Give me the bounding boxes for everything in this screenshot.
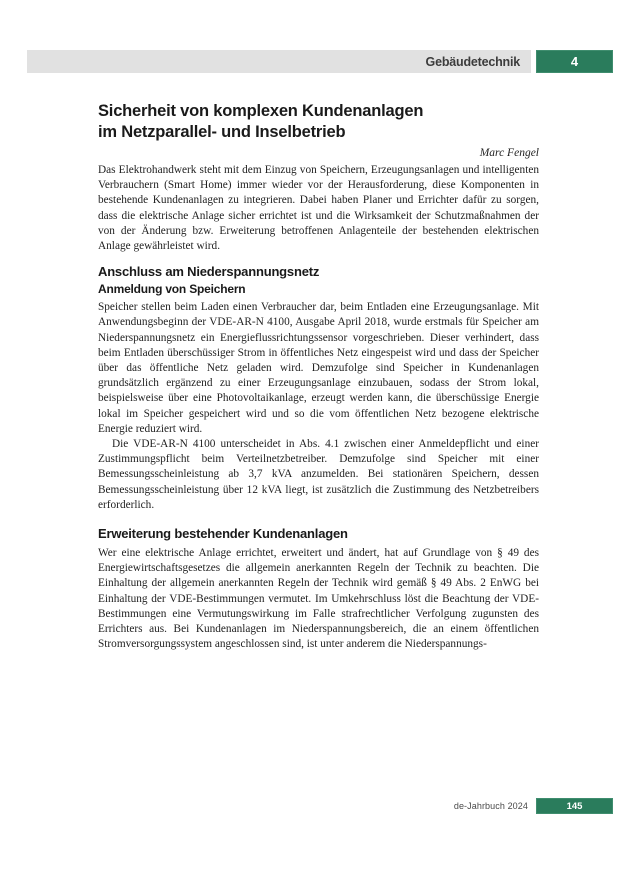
article-title-line2: im Netzparallel- und Inselbetrieb: [98, 123, 346, 141]
page-number-badge: [536, 798, 613, 814]
chapter-number-badge: [536, 50, 613, 73]
section1-heading: Anschluss am Niederspannungsnetz: [98, 264, 320, 280]
article-title-line1: Sicherheit von komplexen Kundenanlagen: [98, 102, 424, 120]
page-footer: [27, 798, 613, 814]
section-label: Gebäudetechnik: [425, 54, 520, 69]
publication-label: de-Jahrbuch 2024: [453, 801, 528, 811]
chapter-number: 4: [570, 54, 579, 69]
section-header-bar: [27, 50, 531, 73]
intro-paragraph: Das Elektrohandwerk steht mit dem Einzug von Speichern, Erzeugungsanlagen und intelligenten Verbrauchern (Smart Home) immer wieder vor der Herausforderung, diese Komponenten in bestehende Kundenanlagen zu integrieren. Dabei haben Planer und Errichter dafür zu sorgen, dass die elektrische Anlage sicher errichtet ist und die Wirksamkeit der Schutzmaßnahmen der von der Änderung bzw. Erweiterung betroffenen Anlagenteile der bestehenden elektrischen Anlage gewährleistet wird.: [98, 164, 539, 253]
author-name: Marc Fengel: [479, 147, 539, 159]
article-title: [98, 101, 539, 143]
page-number: 145: [566, 800, 583, 812]
section2-heading: Erweiterung bestehender Kundenanlagen: [98, 526, 348, 542]
section2-paragraph-1: Wer eine elektrische Anlage errichtet, erweitert und ändert, hat auf Grundlage von § 49 des Energiewirtschaftsgesetzes die allgemein anerkannten Regeln der Technik zu beachten. Die Einhaltung der allgemein anerkannten Regeln der Technik wird gemäß § 49 Abs. 2 EnWG bei Einhaltung der VDE-Bestimmungen vermutet. Im Umkehrschluss löst die Beachtung der VDE-Bestimmungen eine Vermutungswirkung im Falle strafrechtlicher Verfolgung zugunsten des Errichters aus. Bei Kundenanlagen im Niederspannungsbereich, die an einem öffentlichen Stromversorgungssystem angeschlossen sind, ist unter anderem die Niederspannungs-: [98, 547, 539, 651]
article-column: [98, 101, 539, 652]
section1-subheading: Anmeldung von Speichern: [98, 282, 246, 297]
page-header: [27, 50, 613, 73]
section1-paragraph-1: Speicher stellen beim Laden einen Verbraucher dar, beim Entladen eine Erzeugungsanlage. Mit Anwendungsbeginn der VDE-AR-N 4100, Ausgabe April 2018, wurde erstmals für Speicher am Niederspannungsnetz ein Energieflussrichtungssensor vorgeschrieben. Dieser verhindert, dass beim Entladen überschüssiger Strom in öffentliches Netz eingespeist wird und dass der Speicher über das öffentliche Netz geladen wird. Demzufolge sind Speicher in Kundenanlagen grundsätzlich ergänzend zu einer Erzeugungsanlage einzubauen, sodass der Strom lokal, beispielsweise über eine Photovoltaikanlage, erzeugt werden kann, die überschüssige Energie lokal im Speicher gespeichert wird und so die vom öffentlichen Netz bezogene elektrische Energie reduziert wird.: [98, 301, 539, 435]
section1-paragraph-2: Die VDE-AR-N 4100 unterscheidet in Abs. 4.1 zwischen einer Anmeldepflicht und einer Zustimmungspflicht beim Verteilnetzbetreiber. Demzufolge sind Speicher mit einer Bemessungsscheinleistung ab 3,7 kVA anzumelden. Bei stationären Speichern, dessen Bemessungsscheinleistung über 12 kVA liegt, ist zusätzlich die Zustimmung des Netzbetreibers erforderlich.: [98, 438, 539, 511]
